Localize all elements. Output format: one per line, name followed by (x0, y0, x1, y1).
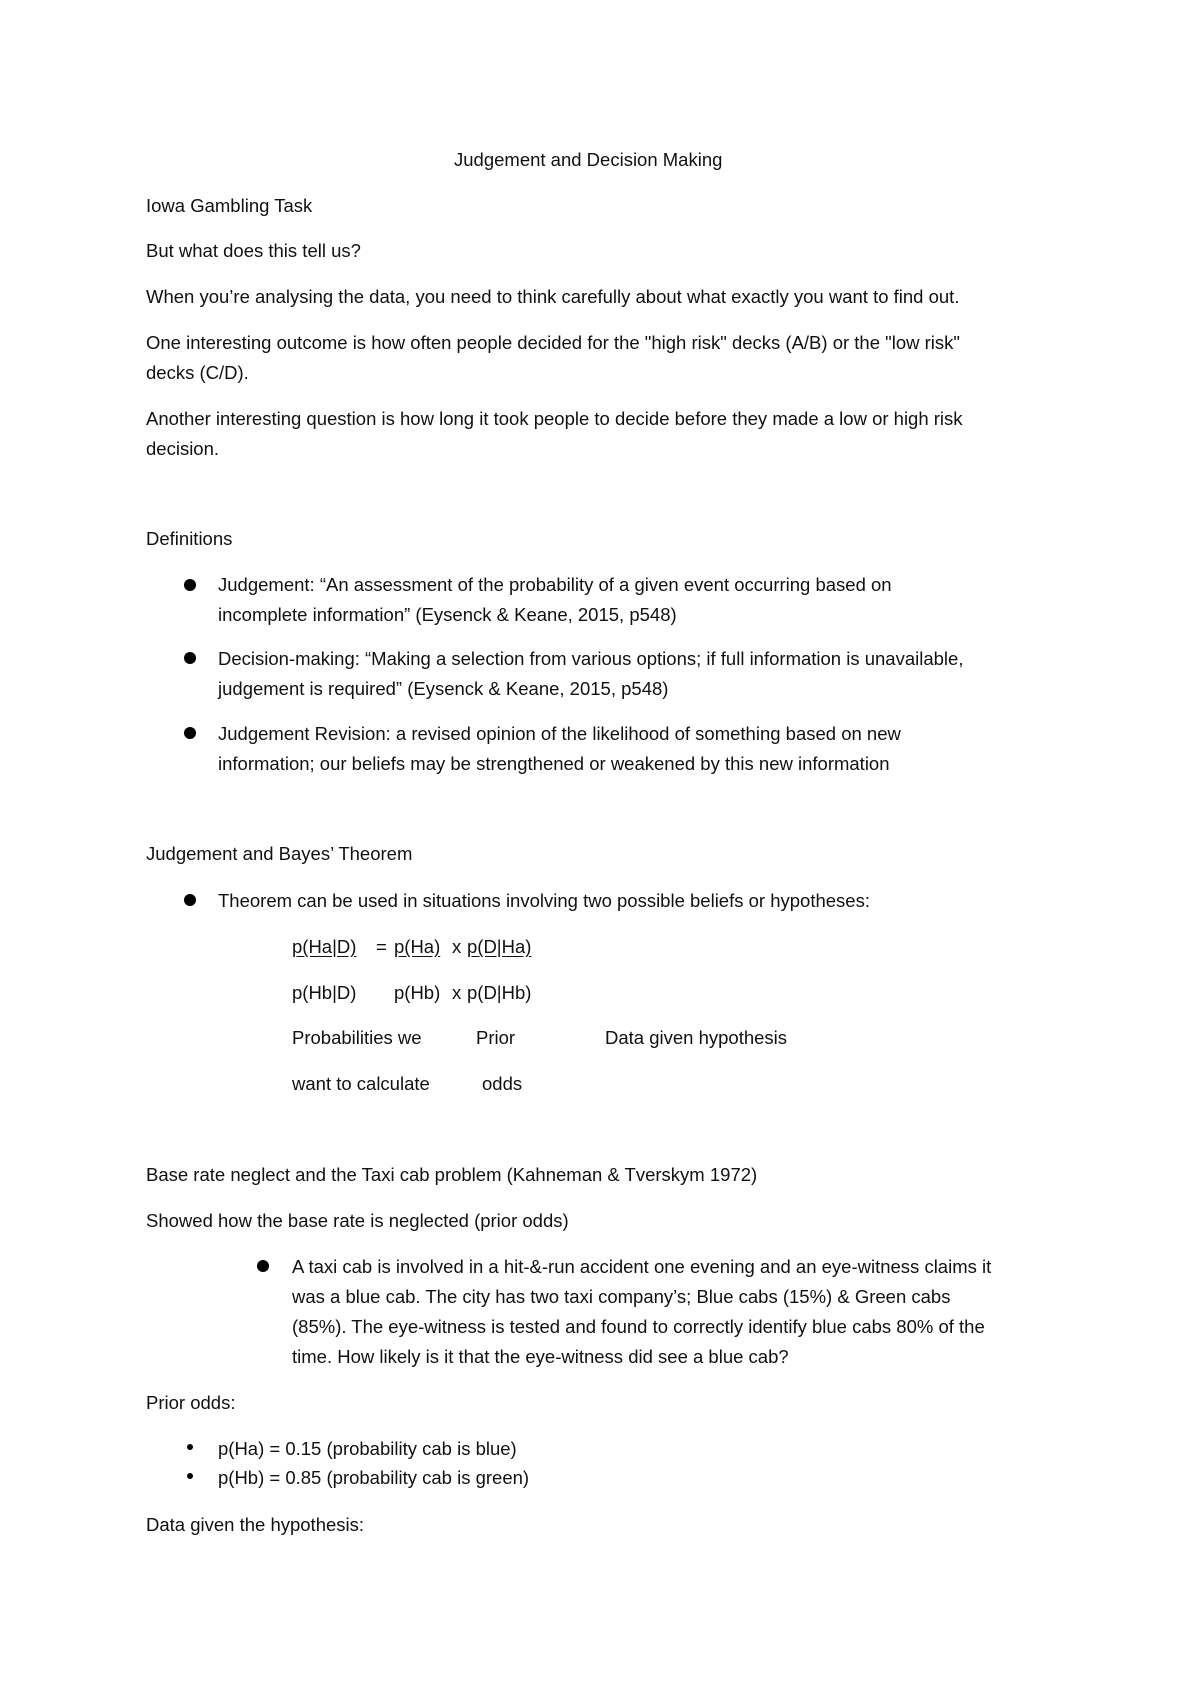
bullet-icon (184, 894, 196, 906)
formula-prior-a: p(Ha) (394, 936, 441, 957)
bullet-icon (184, 579, 196, 591)
question-text: But what does this tell us? (146, 240, 361, 261)
taxi-subheading: Showed how the base rate is neglected (prior odds) (146, 1210, 569, 1231)
paragraph-3-line-1: Another interesting question is how long it took people to decide before they made a low or high risk (146, 408, 963, 429)
bullet-icon (257, 1260, 269, 1272)
taxi-problem-line-4: time. How likely is it that the eye-witness did see a blue cab? (292, 1346, 789, 1367)
definition-decision-making-line-1: Decision-making: “Making a selection from various options; if full information is unavailable, (218, 648, 964, 669)
page-title: Judgement and Decision Making (454, 149, 723, 170)
prior-odds-item-green: p(Hb) = 0.85 (probability cab is green) (218, 1467, 530, 1488)
definition-judgement-revision-line-2: information; our beliefs may be strengthened or weakened by this new information (218, 753, 890, 774)
formula-times-1: x (452, 936, 462, 957)
definitions-heading: Definitions (146, 528, 233, 549)
formula-posterior-b: p(Hb|D) (292, 982, 357, 1003)
definition-judgement-revision-line-1: Judgement Revision: a revised opinion of the likelihood of something based on new (218, 723, 901, 744)
label-data-given-hypothesis: Data given hypothesis (605, 1027, 788, 1048)
definition-decision-making-line-2: judgement is required” (Eysenck & Keane, 2015, p548) (218, 678, 669, 699)
definition-judgement-line-2: incomplete information” (Eysenck & Keane, 2015, p548) (218, 604, 677, 625)
taxi-problem-line-3: (85%). The eye-witness is tested and found to correctly identify blue cabs 80% of the (292, 1316, 985, 1337)
bullet-icon (184, 652, 196, 664)
label-prior: Prior (476, 1027, 516, 1048)
bayes-bullet: Theorem can be used in situations involving two possible beliefs or hypotheses: (218, 890, 870, 911)
taxi-heading: Base rate neglect and the Taxi cab problem (Kahneman & Tverskym 1972) (146, 1164, 758, 1185)
formula-times-2: x (452, 982, 462, 1003)
formula-likelihood-b: p(D|Hb) (467, 982, 532, 1003)
formula-posterior-a: p(Ha|D) (292, 936, 357, 957)
paragraph-1: When you’re analysing the data, you need to think carefully about what exactly you want to find out. (146, 286, 960, 307)
bayes-heading: Judgement and Bayes’ Theorem (146, 843, 413, 864)
definition-judgement-line-1: Judgement: “An assessment of the probability of a given event occurring based on (218, 574, 892, 595)
formula-equals: = (376, 936, 387, 957)
label-probabilities: Probabilities we (292, 1027, 422, 1048)
formula-likelihood-a: p(D|Ha) (467, 936, 532, 957)
paragraph-3-line-2: decision. (146, 438, 220, 459)
prior-odds-item-blue: p(Ha) = 0.15 (probability cab is blue) (218, 1438, 517, 1459)
bullet-icon (184, 727, 196, 739)
label-odds: odds (482, 1073, 523, 1094)
paragraph-2-line-1: One interesting outcome is how often people decided for the "high risk" decks (A/B) or the "low risk" (146, 332, 960, 353)
prior-odds-heading: Prior odds: (146, 1392, 236, 1413)
taxi-problem-line-1: A taxi cab is involved in a hit-&-run accident one evening and an eye-witness claims it (292, 1256, 992, 1277)
taxi-problem-line-2: was a blue cab. The city has two taxi company’s; Blue cabs (15%) & Green cabs (292, 1286, 951, 1307)
section-heading-iowa: Iowa Gambling Task (146, 195, 313, 216)
bullet-icon (187, 1444, 193, 1450)
label-want-to-calculate: want to calculate (292, 1073, 430, 1094)
data-given-heading: Data given the hypothesis: (146, 1514, 365, 1535)
formula-prior-b: p(Hb) (394, 982, 441, 1003)
paragraph-2-line-2: decks (C/D). (146, 362, 249, 383)
bullet-icon (187, 1473, 193, 1479)
